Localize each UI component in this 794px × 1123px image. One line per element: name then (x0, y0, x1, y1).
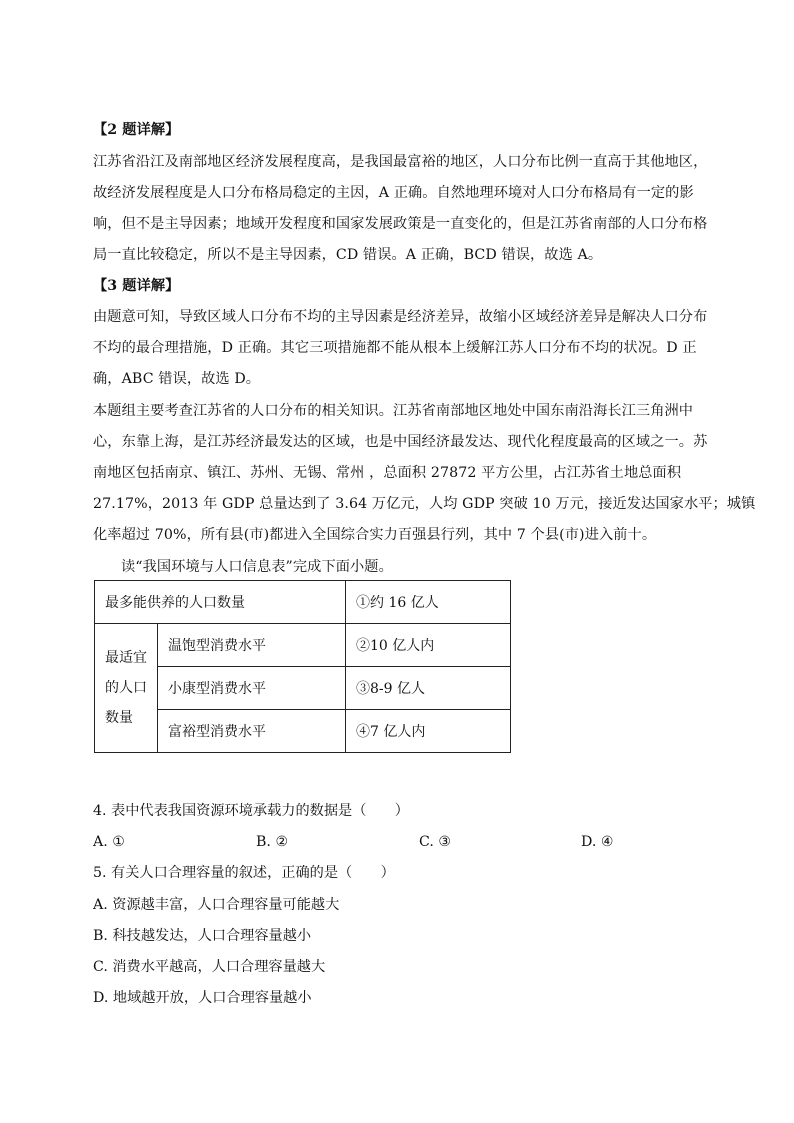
q3-explanation-heading: 【3 题详解】 (93, 278, 180, 294)
q2-explanation-line: 故经济发展程度是人口分布格局稳定的主因，A 正确。自然地理环境对人口分布格局有一定的影 (93, 185, 694, 201)
summary-line: 化率超过 70%，所有县(市)都进入全国综合实力百强县行列，其中 7 个县(市)进入前十。 (93, 527, 657, 543)
q2-explanation-line: 响，但不是主导因素；地域开发程度和国家发展政策是一直变化的，但是江苏省南部的人口分布格 (93, 216, 708, 232)
q2-explanation-heading: 【2 题详解】 (93, 122, 180, 138)
q3-explanation-line: 由题意可知，导致区域人口分布不均的主导因素是经济差异，故缩小区域经济差异是解决人口分布 (93, 309, 708, 325)
table-cell-label: 温饱型消费水平 (158, 624, 346, 667)
q5-option-a: A. 资源越丰富，人口合理容量可能越大 (93, 897, 340, 913)
q5-option-c: C. 消费水平越高，人口合理容量越大 (93, 959, 326, 975)
table-intro: 读“我国环境与人口信息表”完成下面小题。 (121, 559, 393, 575)
q4-option-d: D. ④ (581, 834, 614, 850)
table-cell-value: ①约 16 亿人 (346, 581, 511, 624)
q4-option-b: B. ② (256, 834, 289, 850)
q4-option-c: C. ③ (419, 834, 452, 850)
q5-option-b: B. 科技越发达，人口合理容量越小 (93, 928, 312, 944)
q2-explanation-line: 江苏省沿江及南部地区经济发展程度高，是我国最富裕的地区，人口分布比例一直高于其他地区， (93, 154, 708, 170)
summary-line: 本题组主要考查江苏省的人口分布的相关知识。江苏省南部地区地处中国东南沿海长江三角洲中 (93, 403, 694, 419)
q2-explanation-line: 局一直比较稳定，所以不是主导因素，CD 错误。A 正确，BCD 错误，故选 A。 (93, 247, 603, 263)
table-cell-label: 富裕型消费水平 (158, 710, 346, 753)
summary-line: 27.17%，2013 年 GDP 总量达到了 3.64 万亿元，人均 GDP 突破 10 万元，接近发达国家水平；城镇 (93, 496, 756, 512)
table-cell-label: 小康型消费水平 (158, 667, 346, 710)
table-cell-label: 最多能供养的人口数量 (95, 581, 346, 624)
table-row (95, 667, 511, 710)
table-row (95, 710, 511, 753)
q3-explanation-line: 不均的最合理措施，D 正确。其它三项措施都不能从根本上缓解江苏人口分布不均的状况。D 正 (93, 340, 697, 356)
summary-line: 心，东靠上海，是江苏经济最发达的区域，也是中国经济最发达、现代化程度最高的区域之一。苏 (93, 434, 708, 450)
q5-option-d: D. 地域越开放，人口合理容量越小 (93, 990, 312, 1006)
summary-line: 南地区包括南京、镇江、苏州、无锡、常州 ，总面积 27872 平方公里，占江苏省土地总面积 (93, 465, 682, 481)
table-cell-value: ②10 亿人内 (346, 624, 511, 667)
question-4-stem: 4. 表中代表我国资源环境承载力的数据是（ ） (93, 803, 409, 819)
table-row (95, 581, 511, 624)
q3-explanation-line: 确，ABC 错误，故选 D。 (93, 371, 261, 387)
table-cell-merged-label: 最适宜的人口数量 (95, 624, 158, 753)
table-cell-value: ③8-9 亿人 (346, 667, 511, 710)
question-5-stem: 5. 有关人口合理容量的叙述，正确的是（ ） (93, 865, 395, 881)
q4-option-a: A. ① (93, 834, 125, 850)
table-cell-value: ④7 亿人内 (346, 710, 511, 753)
environment-population-table (94, 580, 511, 753)
table-row (95, 624, 511, 667)
